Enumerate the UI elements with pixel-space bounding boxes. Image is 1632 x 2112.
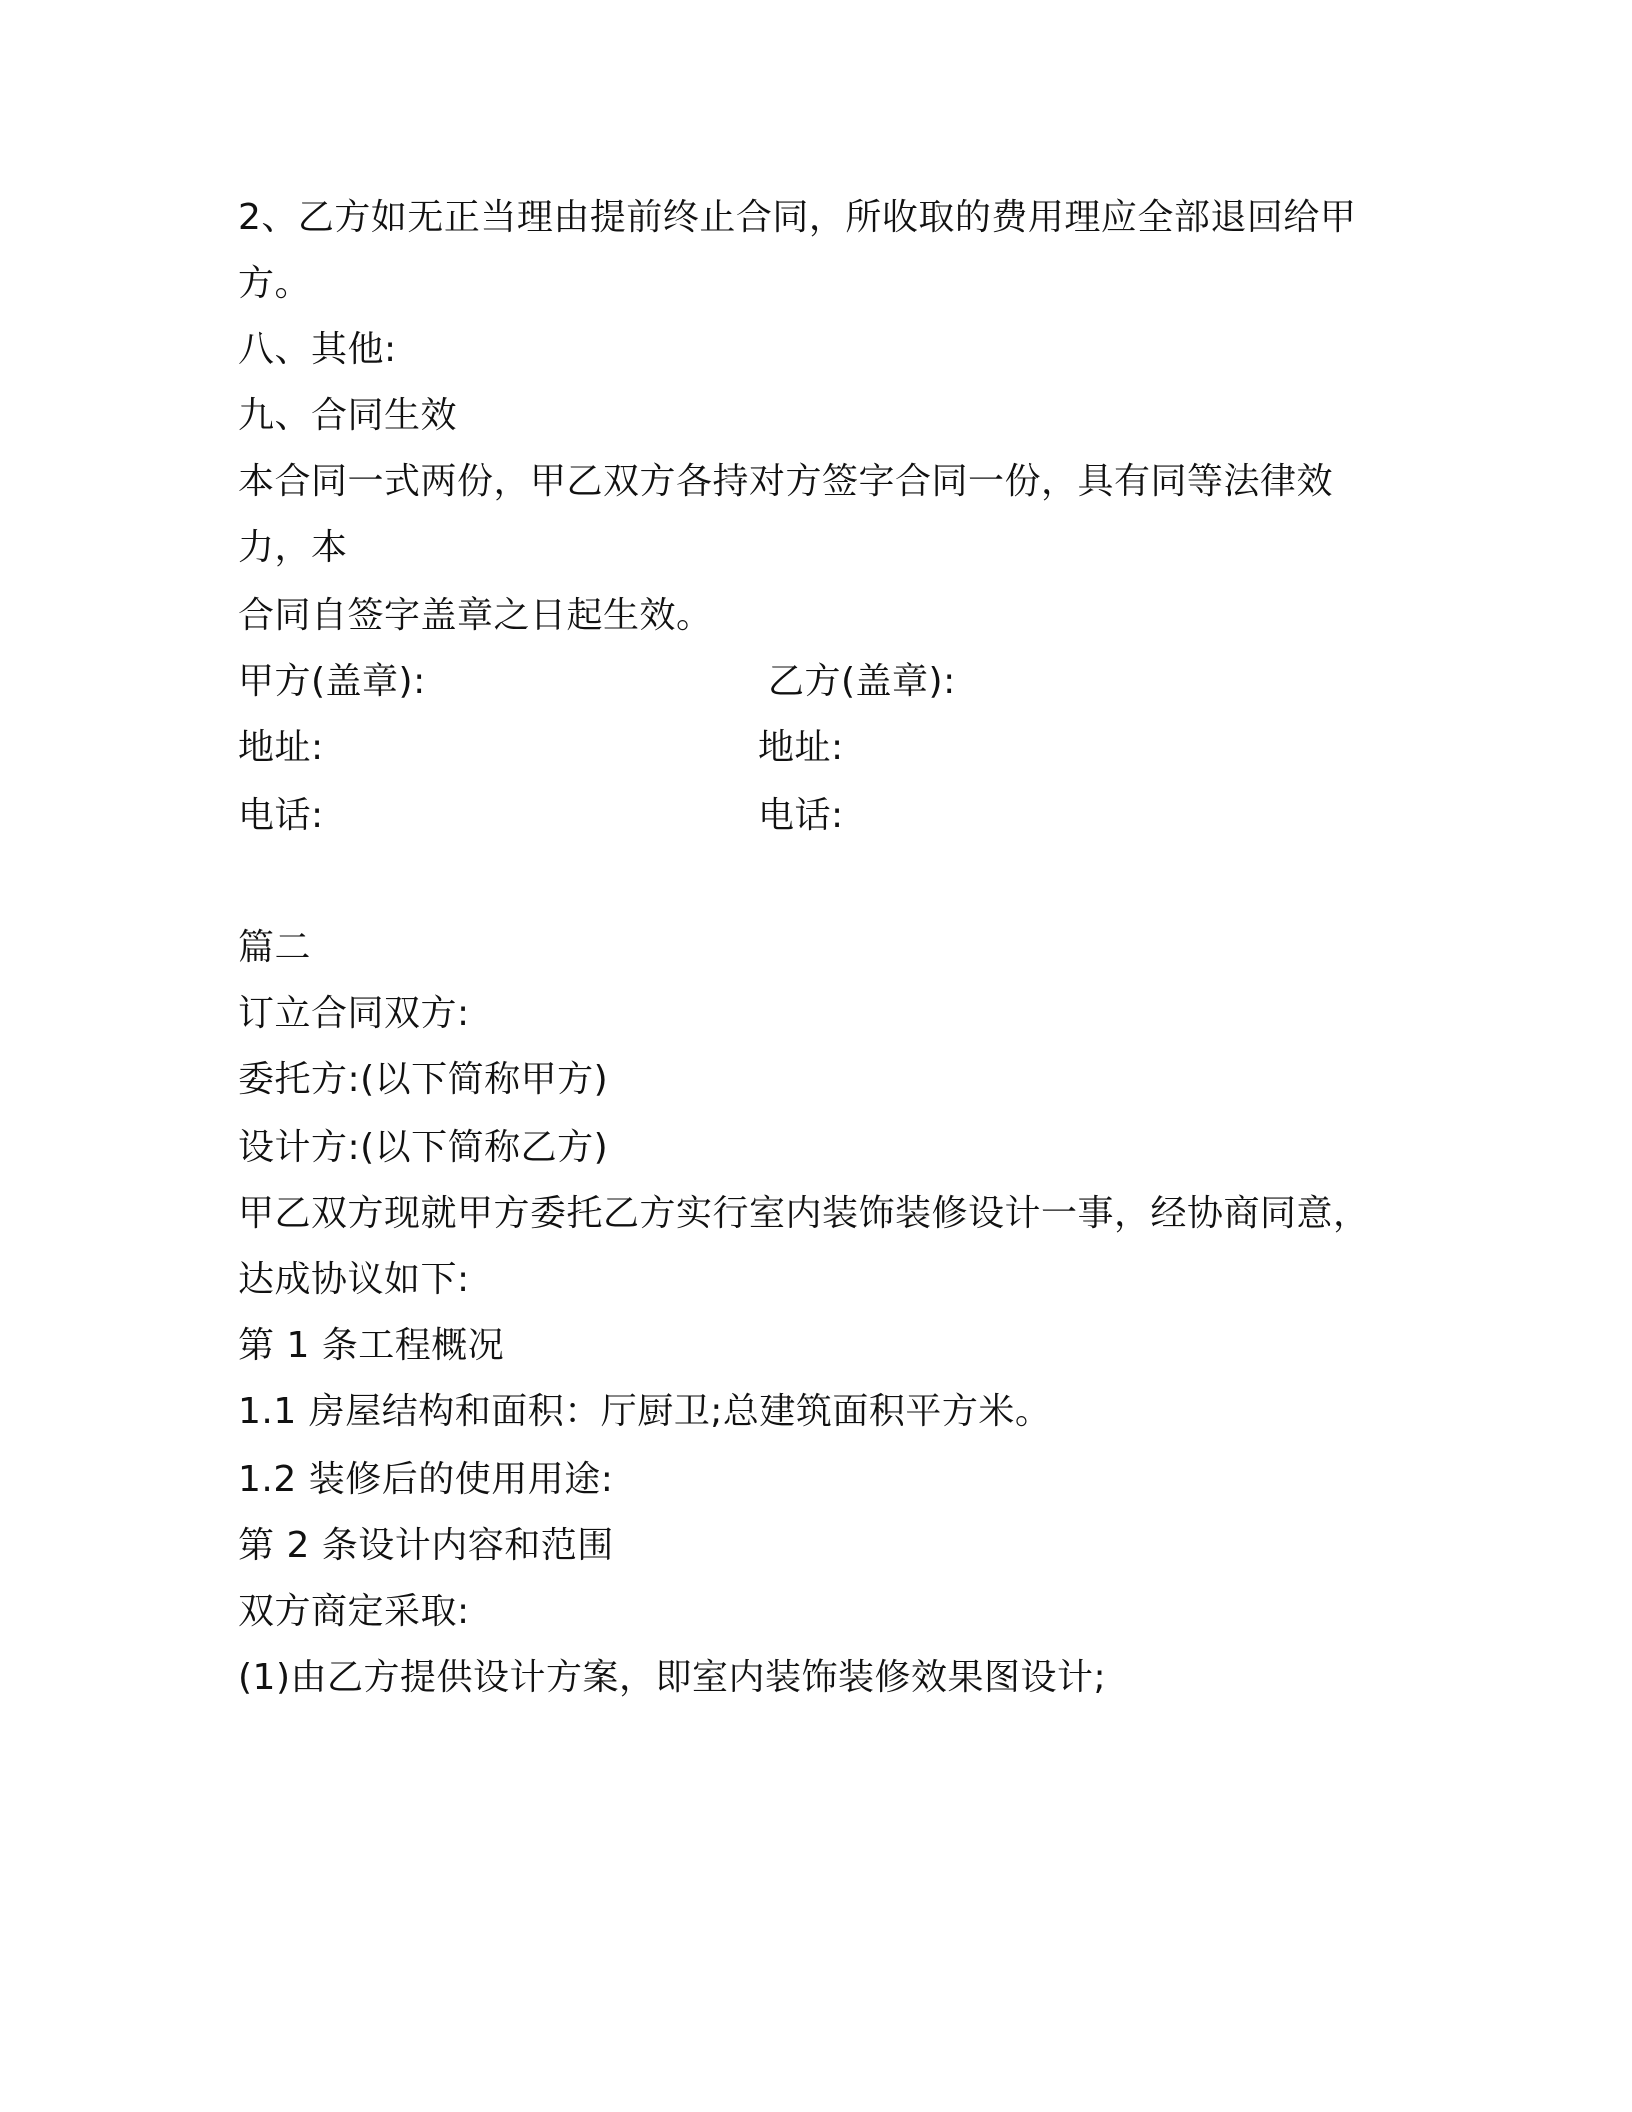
section-9-heading: 九、合同生效 [238,395,458,436]
effect-paragraph-cont: 力，本 [238,527,348,568]
article-1-2: 1.2 装修后的使用用途: [238,1459,614,1500]
clause-2-refund: 2、乙方如无正当理由提前终止合同，所收取的费用理应全部退回给甲 [238,197,1357,238]
agreement-paragraph: 甲乙双方现就甲方委托乙方实行室内装饰装修设计一事，经协商同意， [238,1193,1370,1234]
client-label: 委托方:(以下简称甲方) [238,1059,609,1100]
party-b-phone-label: 电话: [758,795,844,836]
agreement-paragraph-cont: 达成协议如下: [238,1259,470,1300]
contracting-parties-label: 订立合同双方: [238,993,470,1034]
section-8-heading: 八、其他: [238,329,397,370]
party-b-address-label: 地址: [758,727,844,768]
designer-label: 设计方:(以下简称乙方) [238,1127,609,1168]
party-b-seal-label: 乙方(盖章): [768,661,956,702]
party-a-seal-label: 甲方(盖章): [238,661,426,702]
effect-paragraph-end: 合同自签字盖章之日起生效。 [238,595,713,636]
article-2-heading: 第 2 条设计内容和范围 [238,1525,614,1566]
article-2-intro: 双方商定采取: [238,1591,470,1632]
article-1-1: 1.1 房屋结构和面积：厅厨卫;总建筑面积平方米。 [238,1391,1052,1432]
effect-paragraph: 本合同一式两份，甲乙双方各持对方签字合同一份，具有同等法律效 [238,461,1334,502]
clause-2-refund-cont: 方。 [238,263,312,304]
article-1-heading: 第 1 条工程概况 [238,1325,505,1366]
party-a-address-label: 地址: [238,727,324,768]
party-a-phone-label: 电话: [238,795,324,836]
part-2-heading: 篇二 [238,927,312,968]
article-2-item-1: (1)由乙方提供设计方案，即室内装饰装修效果图设计; [238,1657,1107,1698]
